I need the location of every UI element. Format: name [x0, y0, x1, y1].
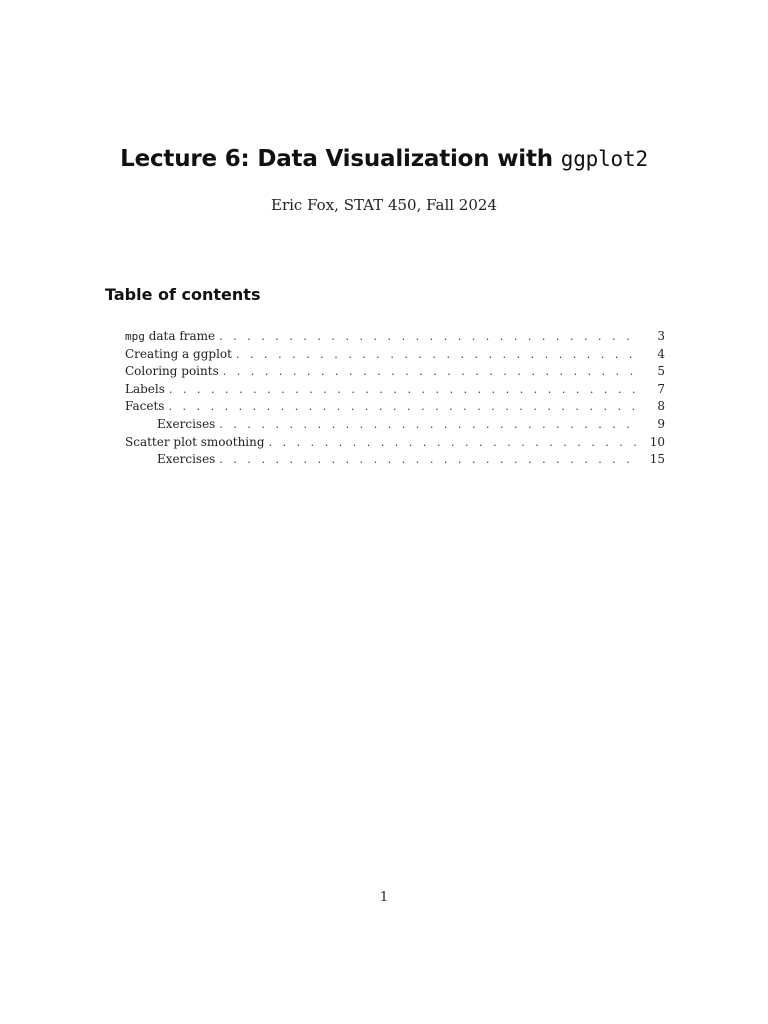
title-text: Lecture 6: Data Visualization with [120, 146, 553, 172]
toc-entry-page: 5 [657, 364, 665, 379]
toc-leader-dots [236, 346, 639, 364]
page-number: 1 [379, 890, 389, 905]
toc-entry-label: Labels [125, 381, 165, 396]
toc-leader-dots [219, 328, 639, 346]
toc-entry-mpg-data-frame[interactable] [125, 328, 665, 346]
toc-entry-page: 4 [657, 346, 665, 361]
toc-entry-label: Facets [125, 399, 165, 414]
toc-entry-label: Exercises [157, 416, 216, 431]
toc-entry-page: 15 [649, 452, 665, 467]
author-line: Eric Fox, STAT 450, Fall 2024 [271, 196, 497, 214]
title-code: ggplot2 [560, 147, 648, 171]
toc-leader-dots [168, 398, 639, 416]
toc-entry-label: Scatter plot smoothing [125, 434, 265, 449]
toc-entry-smoothing-exercises[interactable] [125, 451, 665, 469]
toc-entry-page: 10 [649, 434, 665, 449]
document-title [0, 142, 768, 176]
toc-entry-labels[interactable] [125, 381, 665, 399]
toc-entry-label: Creating a ggplot [125, 346, 232, 361]
toc-entry-page: 3 [657, 329, 665, 343]
toc-entry-page: 8 [657, 399, 665, 414]
toc-entry-label [125, 328, 219, 346]
toc-entry-text: data frame [144, 329, 216, 343]
toc-entry-code: mpg [125, 330, 145, 343]
toc-leader-dots [269, 434, 639, 452]
toc-entry-label: Coloring points [125, 364, 219, 379]
table-of-contents [125, 328, 665, 469]
toc-entry-scatter-plot-smoothing[interactable] [125, 434, 665, 452]
toc-heading: Table of contents [105, 285, 261, 304]
toc-entry-facets-exercises[interactable] [125, 416, 665, 434]
toc-entry-page: 9 [657, 416, 665, 431]
toc-leader-dots [169, 381, 639, 399]
toc-entry-label: Exercises [157, 452, 216, 467]
toc-leader-dots [219, 416, 639, 434]
toc-entry-page: 7 [657, 381, 665, 396]
toc-leader-dots [223, 363, 639, 381]
toc-entry-coloring-points[interactable] [125, 363, 665, 381]
toc-leader-dots [219, 451, 639, 469]
toc-entry-facets[interactable] [125, 398, 665, 416]
toc-entry-creating-a-ggplot[interactable] [125, 346, 665, 364]
